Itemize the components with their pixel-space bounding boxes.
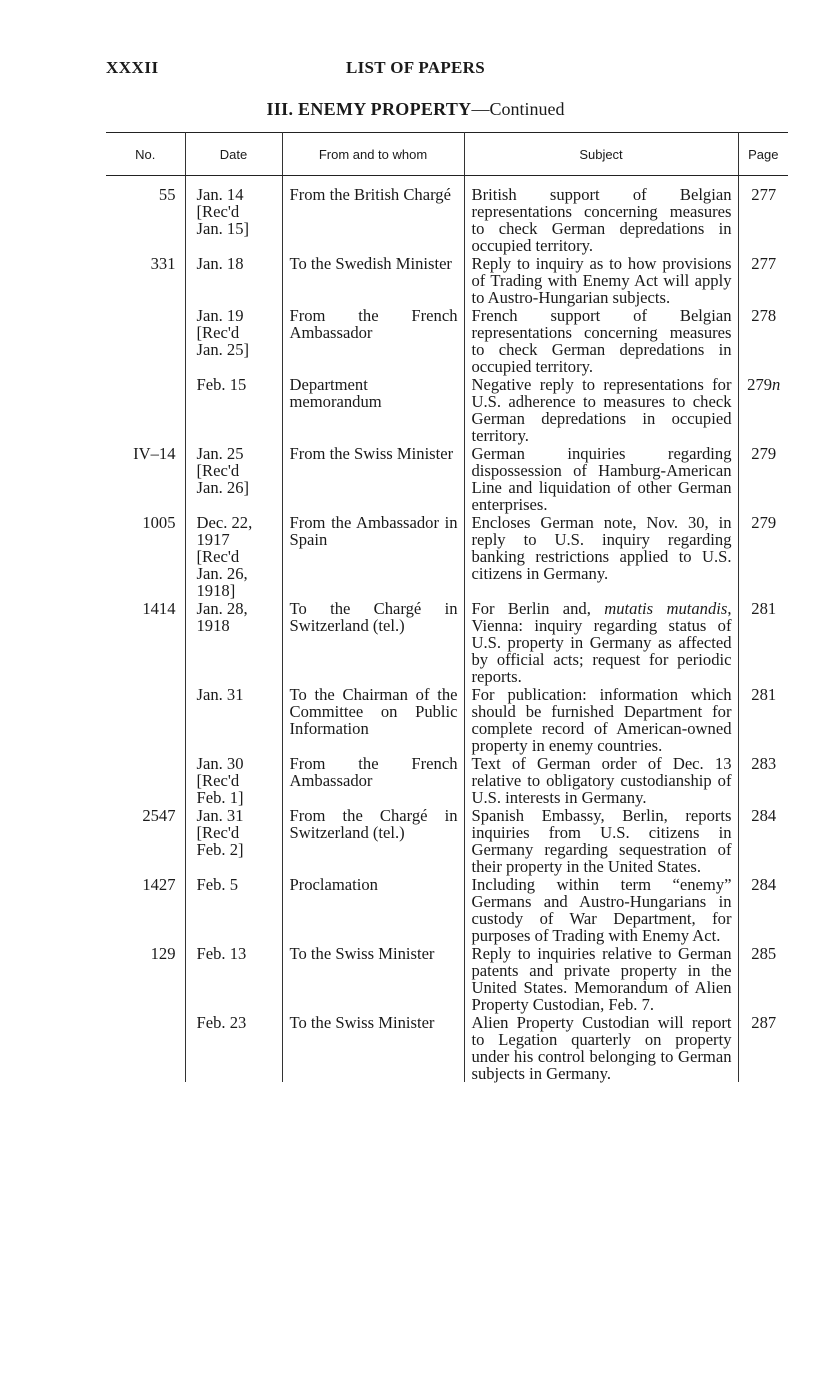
date-line: Jan. 25 <box>196 444 244 463</box>
subject <box>464 600 738 686</box>
date-line: [Rec'd <box>196 323 240 342</box>
table-row <box>106 1014 788 1082</box>
page-ref: 281 <box>738 600 788 686</box>
date-line: Jan. 30 <box>196 754 244 773</box>
paper-number: 1005 <box>106 514 185 600</box>
paper-number <box>106 376 185 445</box>
paper-date <box>185 945 282 1014</box>
paper-date <box>185 686 282 755</box>
paper-date <box>185 1014 282 1082</box>
page-ref: 277 <box>738 176 788 256</box>
paper-date <box>185 445 282 514</box>
paper-number: 1414 <box>106 600 185 686</box>
paper-date <box>185 307 282 376</box>
subject: Reply to inquiry as to how provisions of Trading with Enemy Act will apply to Austro-Hungarian subjects. <box>464 255 738 307</box>
from-to-whom: From the French Ambassador <box>282 307 464 376</box>
from-to-whom: From the Ambassador in Spain <box>282 514 464 600</box>
paper-date <box>185 376 282 445</box>
table-row <box>106 376 788 445</box>
paper-number <box>106 307 185 376</box>
date-line: Feb. 23 <box>196 1013 247 1032</box>
table-row <box>106 807 788 876</box>
papers-table <box>106 132 788 1082</box>
page-ref: 279 <box>738 514 788 600</box>
page-ref: 285 <box>738 945 788 1014</box>
subject: French support of Belgian representations concerning measures to check German depredations in occupied territory. <box>464 307 738 376</box>
date-line: Jan. 28, <box>196 599 248 618</box>
column-header-page: Page <box>738 133 788 176</box>
page-ref: 283 <box>738 755 788 807</box>
date-line: Jan. 26, <box>196 564 248 583</box>
paper-number: 129 <box>106 945 185 1014</box>
table-row <box>106 176 788 256</box>
table-row <box>106 876 788 945</box>
subject: For publication: information which should be furnished Department for complete record of American-owned property in enemy countries. <box>464 686 738 755</box>
date-line: [Rec'd <box>196 202 240 221</box>
column-header-date: Date <box>185 133 282 176</box>
from-to-whom: To the Chargé in Switzerland (tel.) <box>282 600 464 686</box>
subject: Reply to inquiries relative to German patents and private property in the United States. Memorandum of Alien Property Custodian, Feb. 7. <box>464 945 738 1014</box>
subject: Text of German order of Dec. 13 relative to obligatory custodianship of U.S. interests in Germany. <box>464 755 738 807</box>
paper-number: 1427 <box>106 876 185 945</box>
date-line: 1918 <box>196 616 230 635</box>
date-line: [Rec'd <box>196 461 240 480</box>
section-title-continued: —Continued <box>471 99 565 119</box>
date-line: 1917 <box>196 530 230 549</box>
paper-number: 55 <box>106 176 185 256</box>
date-line: 1918] <box>196 581 236 600</box>
subject-text: , Vienna: inquiry regarding status of U.S. property in Germany as affected by official acts; request for periodic reports. <box>471 599 732 686</box>
paper-number <box>106 686 185 755</box>
date-line: Jan. 14 <box>196 185 244 204</box>
page-ref: 277 <box>738 255 788 307</box>
page-ref: 278 <box>738 307 788 376</box>
paper-number: 2547 <box>106 807 185 876</box>
table-row <box>106 945 788 1014</box>
paper-number <box>106 755 185 807</box>
paper-number: IV–14 <box>106 445 185 514</box>
from-to-whom: To the Chairman of the Committee on Public Information <box>282 686 464 755</box>
paper-number: 331 <box>106 255 185 307</box>
from-to-whom: To the Swedish Minister <box>282 255 464 307</box>
date-line: Jan. 15] <box>196 219 250 238</box>
table-row <box>106 514 788 600</box>
subject-text: For Berlin and, <box>471 599 605 618</box>
table-row <box>106 755 788 807</box>
date-line: [Rec'd <box>196 823 240 842</box>
subject: British support of Belgian representations concerning measures to check German depredations in occupied territory. <box>464 176 738 256</box>
paper-date <box>185 255 282 307</box>
date-line: Jan. 18 <box>196 254 244 273</box>
subject-italic: mutatis mutandis <box>604 599 728 618</box>
column-header-no: No. <box>106 133 185 176</box>
subject: Including within term “enemy” Germans and Austro-Hungarians in custody of War Department, for purposes of Trading with Enemy Act. <box>464 876 738 945</box>
date-line: Feb. 15 <box>196 375 247 394</box>
running-title: LIST OF PAPERS <box>346 58 485 77</box>
table-row <box>106 307 788 376</box>
subject: Spanish Embassy, Berlin, reports inquiries from U.S. citizens in Germany regarding sequestration of their property in the United States. <box>464 807 738 876</box>
table-header-row <box>106 133 788 176</box>
section-title-main: III. ENEMY PROPERTY <box>266 99 472 119</box>
table-row <box>106 445 788 514</box>
page-ref: 281 <box>738 686 788 755</box>
date-line: Feb. 2] <box>196 840 244 859</box>
date-line: Jan. 26] <box>196 478 250 497</box>
page-number-text: 279 <box>747 375 773 394</box>
date-line: Jan. 25] <box>196 340 250 359</box>
paper-date <box>185 600 282 686</box>
date-line: Dec. 22, <box>196 513 253 532</box>
paper-date <box>185 514 282 600</box>
paper-date <box>185 807 282 876</box>
column-header-subject: Subject <box>464 133 738 176</box>
paper-number <box>106 1014 185 1082</box>
subject: Alien Property Custodian will report to Legation quarterly on property under his control belonging to German subjects in Germany. <box>464 1014 738 1082</box>
page-ref: 287 <box>738 1014 788 1082</box>
date-line: Feb. 13 <box>196 944 247 963</box>
paper-date <box>185 755 282 807</box>
page-ref <box>738 376 788 445</box>
paper-date <box>185 176 282 256</box>
date-line: Feb. 5 <box>196 875 238 894</box>
from-to-whom: Proclamation <box>282 876 464 945</box>
date-line: Feb. 1] <box>196 788 244 807</box>
subject: Negative reply to representations for U.S. adherence to measures to check German depredations in occupied territory. <box>464 376 738 445</box>
date-line: Jan. 19 <box>196 306 244 325</box>
from-to-whom: Department memorandum <box>282 376 464 445</box>
table-row <box>106 686 788 755</box>
subject: German inquiries regarding dispossession of Hamburg-American Line and liquidation of other German enterprises. <box>464 445 738 514</box>
from-to-whom: From the French Ambassador <box>282 755 464 807</box>
table-row <box>106 255 788 307</box>
page-ref: 284 <box>738 876 788 945</box>
from-to-whom: From the British Chargé <box>282 176 464 256</box>
page-ref: 284 <box>738 807 788 876</box>
subject: Encloses German note, Nov. 30, in reply to U.S. inquiry regarding banking restrictions applied to U.S. citizens in Germany. <box>464 514 738 600</box>
from-to-whom: From the Swiss Minister <box>282 445 464 514</box>
date-line: Jan. 31 <box>196 685 244 704</box>
date-line: [Rec'd <box>196 771 240 790</box>
note-marker: n <box>772 375 781 394</box>
from-to-whom: To the Swiss Minister <box>282 1014 464 1082</box>
section-title <box>0 99 831 120</box>
page-number: XXXII <box>106 58 159 77</box>
from-to-whom: From the Chargé in Switzerland (tel.) <box>282 807 464 876</box>
page-ref: 279 <box>738 445 788 514</box>
from-to-whom: To the Swiss Minister <box>282 945 464 1014</box>
column-header-from-to: From and to whom <box>282 133 464 176</box>
date-line: Jan. 31 <box>196 806 244 825</box>
table-row <box>106 600 788 686</box>
paper-date <box>185 876 282 945</box>
date-line: [Rec'd <box>196 547 240 566</box>
